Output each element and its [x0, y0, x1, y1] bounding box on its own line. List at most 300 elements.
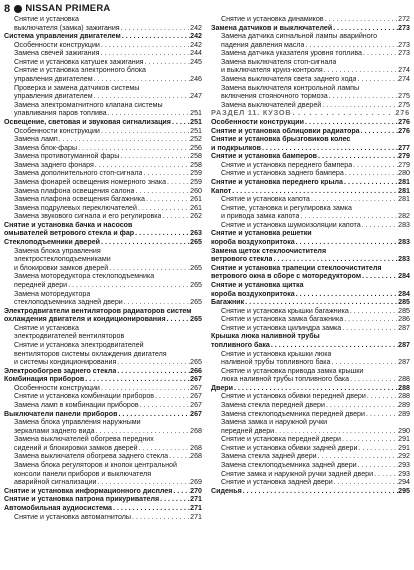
toc-leader-dots — [324, 15, 399, 24]
toc-entry — [4, 341, 202, 350]
toc-entry — [211, 92, 410, 101]
toc-page-number: 242 — [190, 23, 202, 32]
toc-page-number: 291 — [398, 435, 410, 444]
toc-leader-dots — [231, 187, 398, 196]
toc-page-number: 282 — [398, 212, 410, 221]
toc-leader-dots — [145, 195, 190, 204]
toc-entry — [4, 384, 202, 393]
toc-entry — [4, 255, 202, 264]
toc-entry — [4, 470, 202, 479]
toc-entry-title: Замена ламп в комбинации приборов — [14, 401, 139, 410]
toc-section-entry — [4, 315, 202, 324]
toc-section-entry — [4, 367, 202, 376]
toc-section-entry — [211, 341, 410, 350]
toc-entry — [211, 32, 410, 41]
toc-section-entry — [4, 32, 202, 41]
toc-entry — [211, 66, 410, 75]
toc-entry — [211, 435, 410, 444]
toc-entry-title: Замена замка и наружной ручки — [221, 418, 328, 427]
toc-leader-dots — [97, 478, 191, 487]
toc-page-number: 288 — [398, 392, 410, 401]
toc-entry-title: Замена выключателей дверей — [221, 100, 322, 109]
toc-page-number: 245 — [190, 57, 202, 66]
toc-entry-title: Замена моторедуктора — [14, 289, 91, 298]
toc-entry — [211, 427, 410, 436]
toc-leader-dots — [121, 32, 190, 41]
toc-leader-dots — [362, 49, 398, 58]
toc-entry-title: Замена выключателя стоп-сигнала — [221, 57, 337, 66]
toc-section-entry — [211, 384, 410, 393]
toc-entry-title: Замена ламп — [14, 135, 58, 144]
toc-page-number: 287 — [398, 323, 410, 332]
toc-leader-dots — [304, 41, 398, 50]
toc-entry — [4, 84, 202, 93]
toc-leader-dots — [168, 452, 190, 461]
toc-page-number: 261 — [190, 203, 202, 212]
toc-entry-title: передней двери — [14, 280, 68, 289]
toc-entry-title: охлаждения двигателя и кондиционирования — [4, 315, 166, 324]
toc-entry — [211, 195, 410, 204]
toc-page-number: 271 — [190, 512, 202, 521]
toc-entry-title: вентиляторов системы охлаждения двигателя — [14, 349, 167, 358]
toc-entry — [211, 315, 410, 324]
toc-page-number: 270 — [190, 486, 202, 495]
toc-entry-title: Снятие и установка трапеции стеклоочистителя — [211, 263, 382, 272]
toc-leader-dots — [349, 375, 398, 384]
toc-entry — [211, 452, 410, 461]
toc-entry-title: Снятие и установка — [14, 323, 79, 332]
toc-entry — [4, 478, 202, 487]
toc-entry-title: Замена моторедуктора стеклоподъемника — [14, 272, 155, 281]
toc-page-number: 275 — [398, 100, 410, 109]
toc-entry-title: Снятие замка и наружной ручки задней двери — [221, 469, 374, 478]
toc-page-number: 267 — [190, 392, 202, 401]
toc-entry-title: Снятие и установка привода замка крышки — [221, 366, 364, 375]
toc-entry-title: Снятие и установка цилиндра замка — [221, 323, 342, 332]
toc-page-number: 284 — [398, 272, 410, 281]
toc-entry-title: и системы кондиционирования — [14, 358, 117, 367]
toc-entry-title: Замена заднего фонаря — [14, 160, 94, 169]
toc-page-number: 267 — [190, 375, 202, 384]
toc-entry-title: консоли панели приборов и выключателя — [14, 469, 152, 478]
toc-leader-dots — [328, 92, 398, 101]
toc-page-number: 268 — [190, 443, 202, 452]
toc-page-number: 277 — [398, 143, 410, 152]
toc-entry — [211, 392, 410, 401]
toc-entry — [4, 444, 202, 453]
toc-leader-dots — [299, 212, 398, 221]
toc-entry-title: РАЗДЕЛ 11. КУЗОВ — [211, 109, 292, 118]
nissan-logo-icon — [14, 5, 22, 13]
toc-entry-title: Снятие и установка бамперов — [211, 152, 318, 161]
toc-entry — [211, 358, 410, 367]
toc-entry-title: Сиденья — [211, 486, 242, 495]
toc-entry — [211, 49, 410, 58]
toc-leader-dots — [161, 212, 190, 221]
toc-entry — [4, 401, 202, 410]
toc-entry-title: Снятие и установка переднего крыла — [211, 177, 344, 186]
toc-page-number: 280 — [398, 169, 410, 178]
toc-entry-title: Замена фонарей освещения номерного знака — [14, 177, 167, 186]
toc-entry-title: электростеклоподъемниками — [14, 255, 111, 264]
toc-entry — [211, 375, 410, 384]
toc-leader-dots — [323, 66, 398, 75]
toc-entry — [4, 435, 202, 444]
toc-entry — [4, 298, 202, 307]
toc-page-number: 242 — [190, 40, 202, 49]
toc-entry — [4, 247, 202, 256]
toc-section-entry — [4, 118, 202, 127]
toc-entry-title: Система управления двигателем — [4, 32, 121, 41]
toc-leader-dots — [331, 358, 399, 367]
toc-leader-dots — [317, 152, 398, 161]
toc-leader-dots — [341, 435, 398, 444]
toc-leader-dots — [108, 264, 190, 273]
section-heading — [211, 109, 410, 118]
toc-page-number: 295 — [398, 486, 410, 495]
toc-page-number: 283 — [398, 220, 410, 229]
toc-leader-dots — [119, 152, 190, 161]
toc-leader-dots — [138, 444, 191, 453]
toc-page-number: 267 — [190, 401, 202, 410]
toc-entry — [4, 187, 202, 196]
toc-entry — [4, 212, 202, 221]
toc-entry-title: наливной трубы топливного бака — [221, 358, 331, 367]
toc-leader-dots — [344, 169, 398, 178]
toc-entry-title: зеркалами заднего вида — [14, 426, 95, 435]
toc-page-number: 251 — [190, 117, 202, 126]
toc-page-number: 289 — [398, 401, 410, 410]
toc-page-number: 285 — [398, 298, 410, 307]
toc-column-right — [211, 15, 410, 495]
toc-page-number: 258 — [190, 152, 202, 161]
toc-leader-dots — [117, 410, 190, 419]
toc-page-number: 273 — [398, 49, 410, 58]
toc-entry — [4, 92, 202, 101]
toc-entry-title: Стеклоподъемники дверей — [4, 238, 101, 247]
toc-entry-title: Снятие и установка обивки передней двери — [221, 392, 366, 401]
toc-leader-dots — [310, 195, 398, 204]
toc-page-number: 261 — [190, 195, 202, 204]
toc-leader-dots — [304, 118, 398, 127]
toc-leader-dots — [77, 144, 190, 153]
toc-entry-title: передней двери — [221, 426, 275, 435]
toc-leader-dots — [131, 513, 190, 522]
toc-leader-dots — [84, 375, 190, 384]
toc-entry-title: и выключателя круиз-контроля — [221, 66, 323, 75]
toc-section-entry — [4, 504, 202, 513]
toc-page-number: 284 — [398, 289, 410, 298]
toc-entry-title: Замена выключателя света заднего хода — [221, 75, 357, 84]
toc-section-entry — [4, 229, 202, 238]
toc-page-number: 287 — [398, 358, 410, 367]
toc-page-number: 267 — [190, 409, 202, 418]
toc-entry — [211, 350, 410, 359]
toc-page-number: 262 — [190, 212, 202, 221]
toc-page-number: 287 — [398, 340, 410, 349]
toc-leader-dots — [272, 255, 398, 264]
toc-page-number: 246 — [190, 75, 202, 84]
toc-entry — [4, 392, 202, 401]
toc-section-entry — [211, 144, 410, 153]
toc-page-number: 259 — [190, 177, 202, 186]
toc-entry — [211, 15, 410, 24]
toc-entry-title: Замена дополнительного стоп-сигнала — [14, 169, 143, 178]
toc-entry-title: Замена стекла задней двери — [221, 452, 317, 461]
toc-page-number: 275 — [398, 92, 410, 101]
toc-page-number: 263 — [190, 229, 202, 238]
toc-page-number: 294 — [398, 478, 410, 487]
toc-leader-dots — [159, 495, 190, 504]
toc-entry — [211, 444, 410, 453]
toc-page-number: 293 — [398, 469, 410, 478]
toc-entry-title: Снятие и установка катушек зажигания — [14, 57, 144, 66]
toc-entry-title: Электродвигатели вентиляторов радиаторов систем — [4, 306, 192, 315]
toc-entry — [211, 418, 410, 427]
toc-entry-title: Снятие и установка капота — [221, 195, 310, 204]
toc-column-left — [4, 15, 202, 521]
toc-leader-dots — [142, 169, 190, 178]
toc-entry-title: Снятие и установка электродвигателей — [14, 340, 144, 349]
toc-section-entry — [211, 24, 410, 33]
toc-entry-title: Проверка и замена датчиков системы — [14, 83, 140, 92]
toc-leader-dots — [343, 178, 398, 187]
toc-entry — [4, 513, 202, 522]
toc-entry-title: Снятие и установка бачка и насосов — [4, 220, 133, 229]
toc-entry-title: Замена стекла передней двери — [221, 401, 325, 410]
toc-entry-title: Снятие и установка передней двери — [221, 435, 342, 444]
toc-section-entry — [4, 410, 202, 419]
toc-entry — [4, 324, 202, 333]
toc-entry-title: Снятие и установка шумоизоляции капота — [221, 220, 361, 229]
toc-entry — [4, 178, 202, 187]
toc-entry-title: Снятие и установка задней двери — [221, 478, 333, 487]
page-number: 8 — [4, 2, 11, 15]
toc-entry-title: падения давления масла — [221, 40, 305, 49]
toc-entry — [4, 272, 202, 281]
toc-leader-dots — [116, 358, 190, 367]
toc-entry-title: и подкрылков — [211, 143, 261, 152]
toc-entry — [211, 58, 410, 67]
toc-leader-dots — [166, 178, 190, 187]
toc-entry — [4, 290, 202, 299]
toc-entry-title: стеклоподъемника задней двери — [14, 298, 123, 307]
toc-page-number: 286 — [398, 315, 410, 324]
toc-entry-title: Капот — [211, 186, 232, 195]
toc-leader-dots — [317, 452, 399, 461]
toc-entry-title: Снятие и установка информационного дисплея — [4, 486, 173, 495]
toc-entry-title: топливного бака — [211, 340, 270, 349]
toc-entry — [4, 49, 202, 58]
toc-entry — [4, 281, 202, 290]
toc-entry — [4, 427, 202, 436]
toc-entry-title: Замена противотуманной фары — [14, 152, 120, 161]
toc-page-number: 242 — [190, 32, 202, 41]
toc-section-entry — [211, 298, 410, 307]
toc-leader-dots — [166, 315, 191, 324]
toc-leader-dots — [352, 161, 398, 170]
toc-entry-title: Двери — [211, 383, 233, 392]
toc-page-number: 265 — [190, 298, 202, 307]
toc-page-number: 285 — [398, 306, 410, 315]
toc-page-number: 268 — [190, 426, 202, 435]
toc-leader-dots — [242, 487, 398, 496]
toc-entry — [4, 127, 202, 136]
toc-leader-dots — [154, 392, 190, 401]
toc-page-number: 276 — [398, 126, 410, 135]
toc-entry-title: Замена звукового сигнала и его регулировка — [14, 212, 162, 221]
toc-entry-title: Снятие и установка электронного блока — [14, 66, 146, 75]
book-title: NISSAN PRIMERA — [25, 3, 111, 14]
toc-leader-dots — [343, 315, 398, 324]
toc-entry — [211, 75, 410, 84]
toc-leader-dots — [107, 109, 191, 118]
toc-entry-title: Замена плафона освещения багажника — [14, 195, 145, 204]
toc-page-number: 273 — [398, 23, 410, 32]
toc-page-number: 265 — [190, 315, 202, 324]
toc-entry-title: Замена стеклоподъемника задней двери — [221, 461, 357, 470]
toc-entry — [4, 152, 202, 161]
toc-entry — [211, 307, 410, 316]
toc-leader-dots — [116, 367, 190, 376]
toc-entry-title: Замена блока регуляторов и кнопок центральной — [14, 461, 177, 470]
toc-page-number: 267 — [190, 383, 202, 392]
toc-entry-title: Снятие и установка облицовки радиатора — [211, 126, 360, 135]
toc-section-entry — [211, 118, 410, 127]
toc-page-number: 265 — [190, 358, 202, 367]
page-header — [4, 3, 110, 14]
toc-entry-title: управления двигателем — [14, 92, 93, 101]
toc-entry — [211, 161, 410, 170]
toc-entry — [211, 461, 410, 470]
toc-leader-dots — [270, 341, 398, 350]
toc-entry-title: Снятие и установка автомагнитолы — [14, 512, 132, 521]
toc-entry-title: Снятие и установка крышки люка — [221, 349, 332, 358]
toc-entry — [4, 144, 202, 153]
toc-section-entry — [211, 332, 410, 341]
toc-page-number: 291 — [398, 443, 410, 452]
toc-entry — [4, 195, 202, 204]
toc-page-number: 283 — [398, 238, 410, 247]
toc-leader-dots — [361, 272, 398, 281]
toc-section-entry — [211, 281, 410, 290]
toc-entry-title: Замена щеток стеклоочистителя — [211, 246, 327, 255]
toc-leader-dots — [100, 238, 190, 247]
toc-entry-title: аварийной сигнализации — [14, 478, 97, 487]
toc-leader-dots — [123, 298, 190, 307]
toc-entry-title: короба воздухопритока — [211, 289, 295, 298]
toc-entry-title: Замена выключателей обогрева передних — [14, 435, 154, 444]
toc-entry-title: Особенности конструкции — [211, 117, 304, 126]
toc-entry-title: Снятие и установка брызговиков колес — [211, 135, 351, 144]
toc-section-entry — [4, 238, 202, 247]
toc-section-entry — [4, 221, 202, 230]
toc-entry — [4, 15, 202, 24]
toc-entry-title: сидений и блокировки замков дверей — [14, 443, 138, 452]
toc-leader-dots — [120, 24, 191, 33]
toc-entry-title: ветрового окна в сборе с моторедуктором — [211, 272, 362, 281]
toc-leader-dots — [94, 161, 190, 170]
toc-page-number: 271 — [190, 495, 202, 504]
toc-entry-title: Особенности конструкции — [14, 126, 100, 135]
toc-leader-dots — [93, 75, 191, 84]
toc-entry-title: выключателя (замка) зажигания — [14, 23, 120, 32]
toc-leader-dots — [361, 221, 398, 230]
toc-entry-title: Багажник — [211, 298, 245, 307]
toc-entry-title: Снятие и установка заднего бампера — [221, 169, 344, 178]
toc-entry-title: управления двигателем — [14, 75, 93, 84]
toc-entry-title: Снятие и установка переднего бампера — [221, 160, 353, 169]
toc-entry-title: Особенности конструкции — [14, 40, 100, 49]
toc-entry — [4, 41, 202, 50]
toc-leader-dots — [144, 58, 191, 67]
toc-section-entry — [211, 178, 410, 187]
toc-leader-dots — [365, 410, 398, 419]
toc-entry — [4, 58, 202, 67]
toc-leader-dots — [356, 75, 398, 84]
toc-entry — [211, 367, 410, 376]
toc-entry-title: Особенности конструкции — [14, 383, 100, 392]
toc-leader-dots — [134, 187, 190, 196]
toc-entry-title: Замена свечей зажигания — [14, 49, 100, 58]
toc-page-number: 274 — [398, 66, 410, 75]
toc-section-entry — [4, 375, 202, 384]
toc-page-number: 279 — [398, 152, 410, 161]
toc-entry-title: омывателей ветрового стекла и фар — [4, 229, 135, 238]
toc-page-number: 289 — [398, 409, 410, 418]
toc-leader-dots — [95, 427, 191, 436]
toc-entry-title: Замена датчика сигнальной лампы аварийного — [221, 32, 378, 41]
toc-page-number: 252 — [190, 135, 202, 144]
toc-page-number: 292 — [398, 452, 410, 461]
toc-leader-dots — [295, 238, 398, 247]
toc-page-number: 269 — [190, 478, 202, 487]
toc-entry-title: Замена выключателя контрольной лампы — [221, 83, 360, 92]
toc-leader-dots — [244, 298, 398, 307]
toc-page-number: 288 — [398, 375, 410, 384]
toc-page-number: 281 — [398, 177, 410, 186]
toc-entry-title: включения стояночного тормоза — [221, 92, 328, 101]
toc-leader-dots — [366, 392, 398, 401]
toc-entry — [211, 470, 410, 479]
toc-entry-title: улавливания паров топлива — [14, 109, 107, 118]
toc-entry — [4, 332, 202, 341]
toc-leader-dots — [325, 401, 398, 410]
toc-entry-title: Замена плафона освещения салона — [14, 186, 135, 195]
toc-section-entry — [211, 264, 410, 273]
toc-entry-title: Замена блока управления — [14, 246, 101, 255]
toc-entry-title: ветрового стекла — [211, 255, 273, 264]
toc-page-number: 288 — [398, 383, 410, 392]
toc-section-entry — [4, 307, 202, 316]
toc-page-number: 268 — [190, 452, 202, 461]
toc-entry-title: электродвигателей вентиляторов — [14, 332, 125, 341]
toc-page-number: 272 — [398, 15, 410, 23]
toc-entry — [211, 169, 410, 178]
toc-page-number: 266 — [190, 366, 202, 375]
toc-page-number: 251 — [190, 126, 202, 135]
toc-leader-dots — [373, 470, 398, 479]
toc-page-number: 290 — [398, 426, 410, 435]
toc-page-number: 273 — [398, 40, 410, 49]
toc-page-number: 244 — [190, 49, 202, 58]
toc-leader-dots — [93, 92, 191, 101]
toc-leader-dots — [134, 229, 190, 238]
toc-leader-dots — [100, 127, 190, 136]
toc-leader-dots — [100, 384, 190, 393]
toc-entry-title: Снятие и установка обивки задней двери — [221, 443, 358, 452]
toc-entry-title: Снятие, установка и регулировка замка — [221, 203, 352, 212]
